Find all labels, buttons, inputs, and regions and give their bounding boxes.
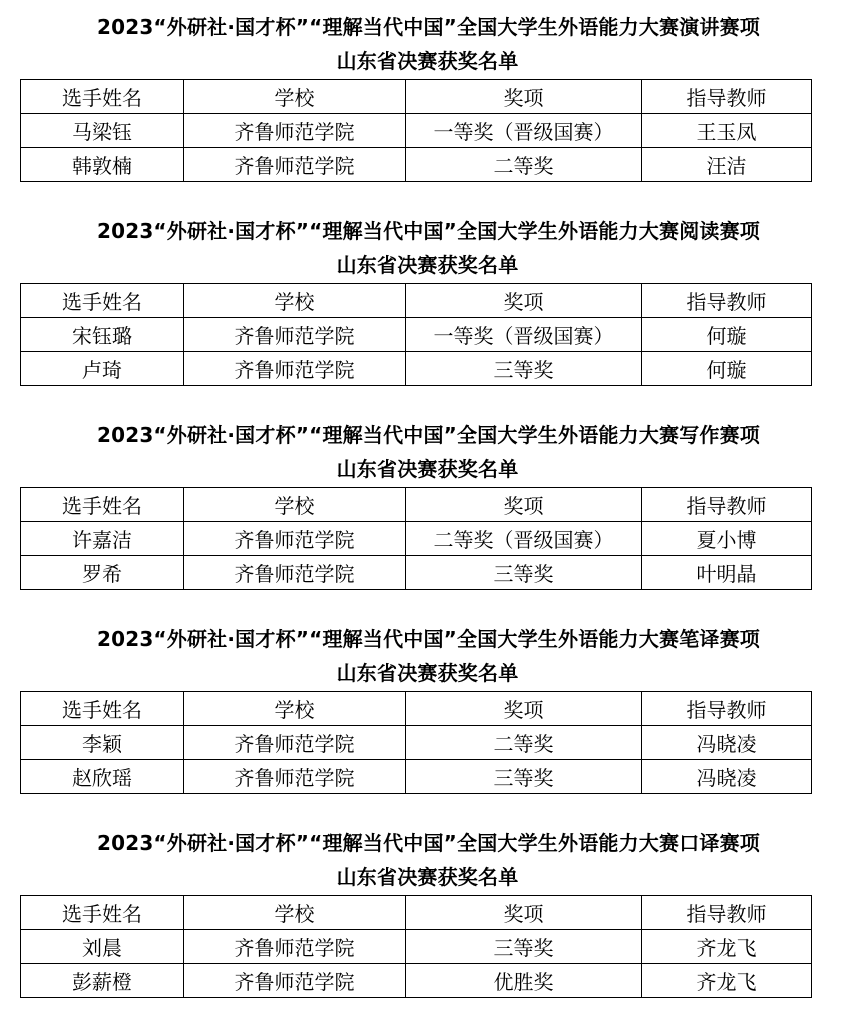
award-section-writing xyxy=(0,418,855,586)
table-row xyxy=(21,930,812,964)
award-table xyxy=(20,487,812,590)
header-award: 奖项 xyxy=(406,284,642,318)
cell-school: 齐鲁师范学院 xyxy=(184,726,406,760)
cell-name: 赵欣瑶 xyxy=(21,760,184,794)
header-teacher: 指导教师 xyxy=(642,896,812,930)
table-header-row xyxy=(21,284,812,318)
cell-name: 罗希 xyxy=(21,556,184,590)
cell-teacher: 齐龙飞 xyxy=(642,930,812,964)
award-table xyxy=(20,79,812,182)
table-row xyxy=(21,318,812,352)
cell-name: 李颖 xyxy=(21,726,184,760)
header-school: 学校 xyxy=(184,80,406,114)
cell-teacher: 王玉凤 xyxy=(642,114,812,148)
header-school: 学校 xyxy=(184,896,406,930)
cell-teacher: 何璇 xyxy=(642,352,812,386)
header-award: 奖项 xyxy=(406,896,642,930)
award-table xyxy=(20,283,812,386)
cell-school: 齐鲁师范学院 xyxy=(184,148,406,182)
cell-award: 三等奖 xyxy=(406,930,642,964)
cell-teacher: 齐龙飞 xyxy=(642,964,812,998)
cell-name: 彭薪橙 xyxy=(21,964,184,998)
header-award: 奖项 xyxy=(406,80,642,114)
cell-award: 二等奖（晋级国赛） xyxy=(406,522,642,556)
cell-school: 齐鲁师范学院 xyxy=(184,318,406,352)
cell-award: 三等奖 xyxy=(406,760,642,794)
cell-award: 一等奖（晋级国赛） xyxy=(406,114,642,148)
cell-award: 三等奖 xyxy=(406,556,642,590)
cell-award: 一等奖（晋级国赛） xyxy=(406,318,642,352)
section-title: 2023“外研社·国才杯”“理解当代中国”全国大学生外语能力大赛阅读赛项 xyxy=(96,219,761,243)
section-subtitle: 山东省决赛获奖名单 xyxy=(336,865,519,889)
table-header-row xyxy=(21,488,812,522)
header-name: 选手姓名 xyxy=(21,488,184,522)
cell-teacher: 叶明晶 xyxy=(642,556,812,590)
table-row xyxy=(21,760,812,794)
section-title: 2023“外研社·国才杯”“理解当代中国”全国大学生外语能力大赛笔译赛项 xyxy=(96,627,761,651)
header-name: 选手姓名 xyxy=(21,692,184,726)
cell-award: 三等奖 xyxy=(406,352,642,386)
table-header-row xyxy=(21,896,812,930)
cell-school: 齐鲁师范学院 xyxy=(184,352,406,386)
table-row xyxy=(21,522,812,556)
cell-school: 齐鲁师范学院 xyxy=(184,760,406,794)
award-section-translation xyxy=(0,622,855,790)
header-name: 选手姓名 xyxy=(21,284,184,318)
table-row xyxy=(21,148,812,182)
header-teacher: 指导教师 xyxy=(642,692,812,726)
header-school: 学校 xyxy=(184,284,406,318)
header-teacher: 指导教师 xyxy=(642,488,812,522)
table-header-row xyxy=(21,80,812,114)
header-award: 奖项 xyxy=(406,692,642,726)
cell-name: 韩敦楠 xyxy=(21,148,184,182)
cell-name: 卢琦 xyxy=(21,352,184,386)
header-school: 学校 xyxy=(184,692,406,726)
cell-name: 许嘉洁 xyxy=(21,522,184,556)
header-teacher: 指导教师 xyxy=(642,284,812,318)
table-header-row xyxy=(21,692,812,726)
cell-teacher: 冯晓凌 xyxy=(642,726,812,760)
award-table xyxy=(20,895,812,998)
table-row xyxy=(21,556,812,590)
table-row xyxy=(21,114,812,148)
cell-award: 优胜奖 xyxy=(406,964,642,998)
cell-school: 齐鲁师范学院 xyxy=(184,522,406,556)
header-name: 选手姓名 xyxy=(21,896,184,930)
section-subtitle: 山东省决赛获奖名单 xyxy=(336,49,519,73)
section-subtitle: 山东省决赛获奖名单 xyxy=(336,661,519,685)
table-row xyxy=(21,726,812,760)
section-subtitle: 山东省决赛获奖名单 xyxy=(336,253,519,277)
header-teacher: 指导教师 xyxy=(642,80,812,114)
cell-teacher: 夏小博 xyxy=(642,522,812,556)
cell-teacher: 汪洁 xyxy=(642,148,812,182)
award-section-reading xyxy=(0,214,855,382)
cell-teacher: 冯晓凌 xyxy=(642,760,812,794)
section-title: 2023“外研社·国才杯”“理解当代中国”全国大学生外语能力大赛演讲赛项 xyxy=(96,15,761,39)
cell-school: 齐鲁师范学院 xyxy=(184,930,406,964)
table-row xyxy=(21,964,812,998)
cell-name: 刘晨 xyxy=(21,930,184,964)
section-subtitle: 山东省决赛获奖名单 xyxy=(336,457,519,481)
cell-name: 马梁钰 xyxy=(21,114,184,148)
section-title: 2023“外研社·国才杯”“理解当代中国”全国大学生外语能力大赛口译赛项 xyxy=(96,831,761,855)
cell-name: 宋钰璐 xyxy=(21,318,184,352)
header-name: 选手姓名 xyxy=(21,80,184,114)
cell-award: 二等奖 xyxy=(406,148,642,182)
award-table xyxy=(20,691,812,794)
header-award: 奖项 xyxy=(406,488,642,522)
cell-school: 齐鲁师范学院 xyxy=(184,964,406,998)
table-row xyxy=(21,352,812,386)
award-section-interpreting xyxy=(0,826,855,994)
cell-school: 齐鲁师范学院 xyxy=(184,114,406,148)
cell-award: 二等奖 xyxy=(406,726,642,760)
award-section-speech xyxy=(0,10,855,178)
cell-school: 齐鲁师范学院 xyxy=(184,556,406,590)
section-title: 2023“外研社·国才杯”“理解当代中国”全国大学生外语能力大赛写作赛项 xyxy=(96,423,761,447)
cell-teacher: 何璇 xyxy=(642,318,812,352)
header-school: 学校 xyxy=(184,488,406,522)
